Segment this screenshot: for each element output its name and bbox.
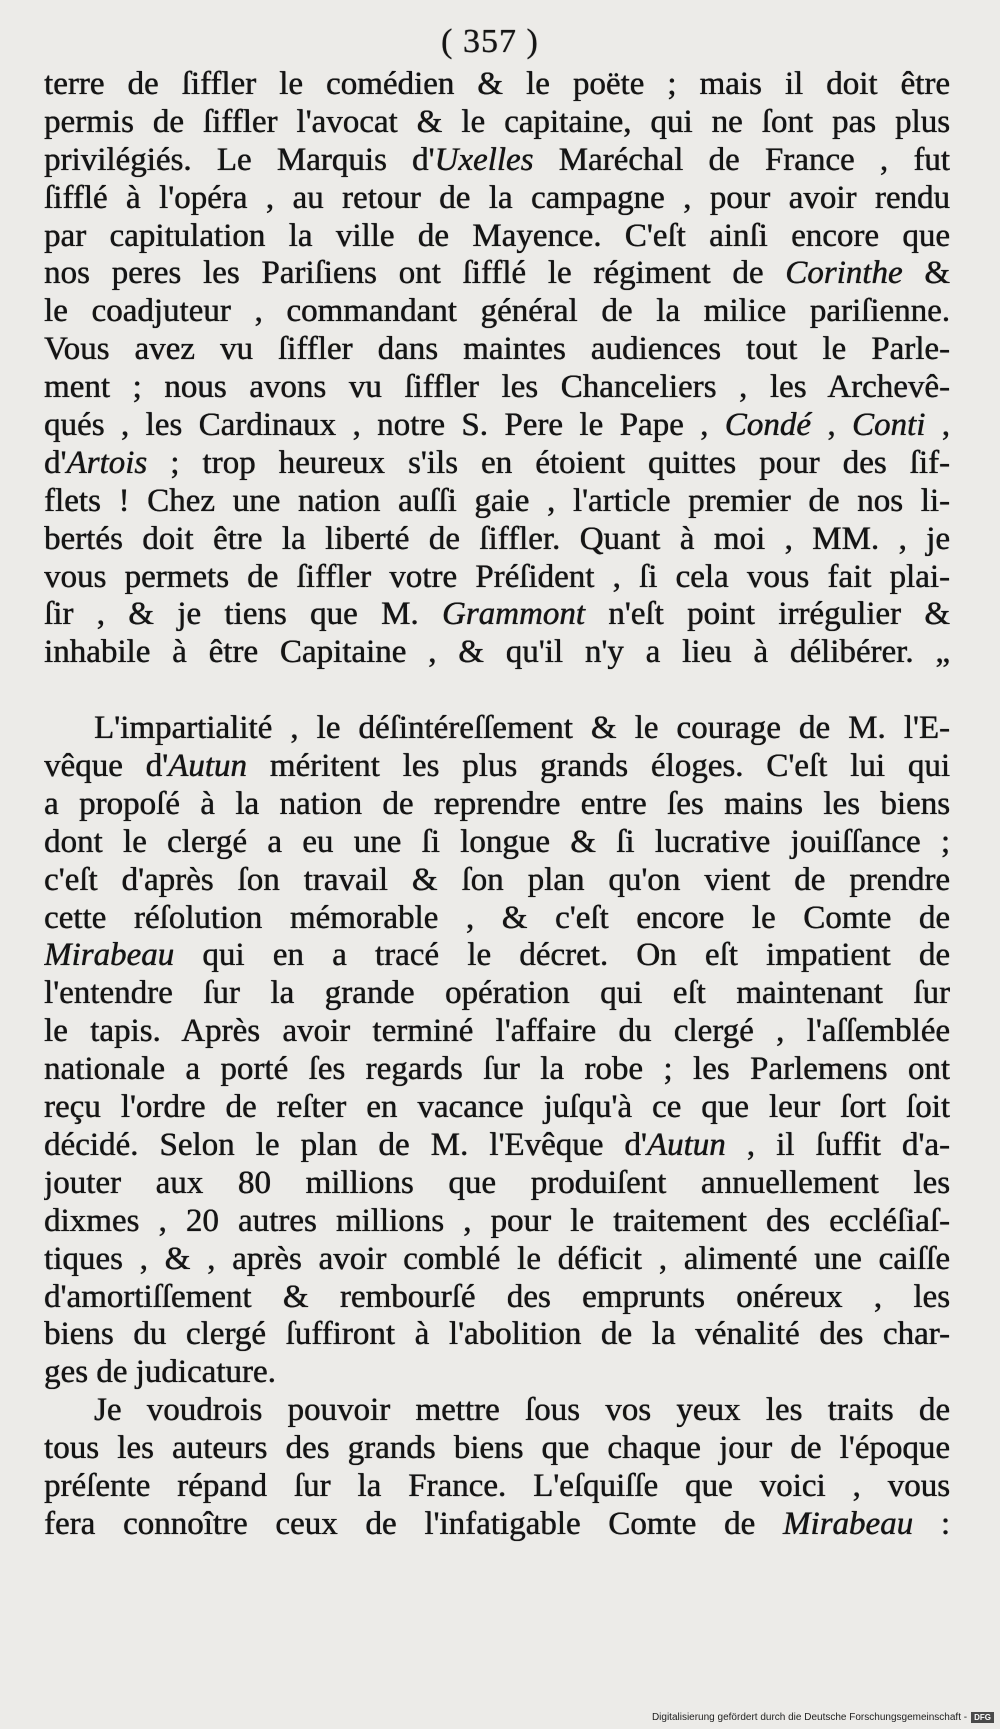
text-line — [44, 596, 950, 634]
text-run: , — [810, 407, 852, 444]
text-line — [44, 1279, 950, 1317]
text-run: ſir , & je tiens que M. — [44, 596, 442, 633]
text-run: méritent les plus grands éloges. C'eſt lui qui — [246, 748, 950, 785]
text-run: terre de ſiffler le comédien & le poëte ; mais il doit être — [44, 66, 950, 102]
text-run: tiques , & , après avoir comblé le déficit , alimenté une caiſſe — [44, 1240, 950, 1277]
text-run: ges de judicature. — [44, 1354, 276, 1391]
text-line — [44, 1203, 950, 1241]
text-run: bertés doit être la liberté de ſiffler. Quant à moi , MM. , je — [44, 520, 950, 557]
text-run: ſifflé à l'opéra , au retour de la campagne , pour avoir rendu — [44, 179, 950, 216]
text-run: jouter aux 80 millions que produiſent annuellement les — [44, 1164, 950, 1201]
text-line — [44, 1316, 950, 1354]
text-line — [44, 1165, 950, 1203]
text-line — [44, 1354, 950, 1392]
text-run: d' — [44, 444, 67, 481]
text-run: qui en a tracé le décret. On eſt impatient de — [174, 937, 950, 974]
text-line — [44, 975, 950, 1013]
text-run: dont le clergé a eu une ſi longue & ſi lucrative jouiſſance ; — [44, 823, 950, 860]
italic-name: Artois — [66, 444, 148, 481]
text-line — [44, 1013, 950, 1051]
text-run: le tapis. Après avoir terminé l'affaire du clergé , l'aſſemblée — [44, 1013, 950, 1050]
text-run: ment ; nous avons vu ſiffler les Chanceliers , les Archevê- — [44, 369, 950, 406]
text-run: par capitulation la ville de Mayence. C'eſt ainſi encore que — [44, 217, 950, 254]
text-line — [44, 710, 950, 748]
text-run: Je voudrois pouvoir mettre ſous vos yeux les traits de — [94, 1392, 950, 1429]
text-line — [44, 1468, 950, 1506]
italic-name: Condé — [724, 407, 811, 444]
page-body — [44, 66, 950, 1544]
italic-name: Autun — [168, 748, 247, 785]
text-run: n'eſt point irrégulier & — [584, 596, 950, 633]
text-line — [44, 1089, 950, 1127]
text-line — [44, 407, 950, 445]
text-line — [44, 1051, 950, 1089]
text-run: préſente répand ſur la France. L'eſquiſſe que voici , vous — [44, 1467, 950, 1504]
italic-name: Mirabeau — [782, 1505, 914, 1542]
text-line — [44, 824, 950, 862]
text-run: : — [913, 1505, 950, 1542]
italic-name: Corinthe — [785, 255, 903, 292]
text-run: , il ſuffit d'a- — [725, 1126, 950, 1163]
text-line — [44, 331, 950, 369]
footer-text: Digitalisierung gefördert durch die Deutsche Forschungsgemeinschaft - — [651, 1711, 968, 1723]
text-run: Maréchal de France , fut — [533, 141, 950, 178]
text-run: c'eſt d'après ſon travail & ſon plan qu'on vient de prendre — [44, 861, 950, 898]
text-run: ; trop heureux s'ils en étoient quittes pour des ſif- — [147, 444, 950, 481]
text-run: tous les auteurs des grands biens que chaque jour de l'époque — [44, 1430, 950, 1467]
text-line — [44, 748, 950, 786]
text-line — [44, 293, 950, 331]
text-line — [44, 862, 950, 900]
italic-name: Autun — [646, 1126, 726, 1163]
text-line — [44, 1127, 950, 1165]
text-line — [44, 255, 950, 293]
paragraph — [44, 1392, 950, 1544]
text-run: reçu l'ordre de reſter en vacance juſqu'à ce que leur ſort ſoit — [44, 1089, 950, 1126]
paragraph — [44, 710, 950, 1392]
italic-name: Conti — [852, 407, 926, 444]
text-run: a propoſé à la nation de reprendre entre ſes mains les biens — [44, 785, 950, 822]
text-line — [44, 1506, 950, 1544]
text-run: le coadjuteur , commandant général de la milice pariſienne. — [44, 293, 950, 330]
italic-name: Grammont — [441, 596, 585, 633]
text-run: , — [925, 407, 950, 444]
dfg-logo: DFG — [971, 1712, 994, 1723]
text-run: vous permets de ſiffler votre Préſident , ſi cela vous fait plai- — [44, 558, 950, 595]
text-run: fera connoître ceux de l'infatigable Comte de — [44, 1505, 783, 1542]
text-run: décidé. Selon le plan de M. l'Evêque d' — [44, 1126, 647, 1163]
text-run: privilégiés. Le Marquis d' — [44, 141, 435, 178]
paragraph — [44, 66, 950, 672]
text-line — [44, 786, 950, 824]
text-line — [44, 104, 950, 142]
text-run: qués , les Cardinaux , notre S. Pere le Pape , — [44, 407, 725, 444]
text-run: nationale a porté ſes regards ſur la robe ; les Parlemens ont — [44, 1051, 950, 1088]
text-line — [44, 66, 950, 104]
text-run: & — [902, 255, 950, 292]
text-run: nos peres les Pariſiens ont ſifflé le régiment de — [44, 255, 786, 292]
text-line — [44, 218, 950, 256]
text-line — [44, 634, 950, 672]
text-run: L'impartialité , le déſintéreſſement & le courage de M. l'E- — [94, 710, 950, 747]
digitization-footer — [652, 1710, 994, 1724]
text-line — [44, 937, 950, 975]
text-run: vêque d' — [44, 748, 169, 785]
text-run: permis de ſiffler l'avocat & le capitaine, qui ne ſont pas plus — [44, 103, 950, 140]
text-run: inhabile à être Capitaine , & qu'il n'y a lieu à délibérer. „ — [44, 634, 950, 671]
text-run: flets ! Chez une nation auſſi gaie , l'article premier de nos li- — [44, 482, 950, 519]
text-run: Vous avez vu ſiffler dans maintes audiences tout le Parle- — [44, 331, 950, 368]
text-run: d'amortiſſement & rembourſé des emprunts onéreux , les — [44, 1278, 950, 1315]
text-line — [44, 1241, 950, 1279]
text-line — [44, 521, 950, 559]
text-run: dixmes , 20 autres millions , pour le traitement des eccléſiaſ- — [44, 1202, 950, 1239]
text-line — [44, 445, 950, 483]
text-run: l'entendre ſur la grande opération qui eſt maintenant ſur — [44, 975, 950, 1012]
text-line — [44, 369, 950, 407]
text-line — [44, 559, 950, 597]
italic-name: Uxelles — [434, 141, 534, 178]
text-line — [44, 900, 950, 938]
text-line — [44, 142, 950, 180]
text-line — [44, 1392, 950, 1430]
text-line — [44, 483, 950, 521]
text-line — [44, 1430, 950, 1468]
text-run: cette réſolution mémorable , & c'eſt encore le Comte de — [44, 899, 950, 936]
text-run: biens du clergé ſuffiront à l'abolition de la vénalité des char- — [44, 1316, 950, 1353]
page-number: ( 357 ) — [441, 23, 539, 60]
text-line — [44, 180, 950, 218]
italic-name: Mirabeau — [44, 937, 175, 974]
